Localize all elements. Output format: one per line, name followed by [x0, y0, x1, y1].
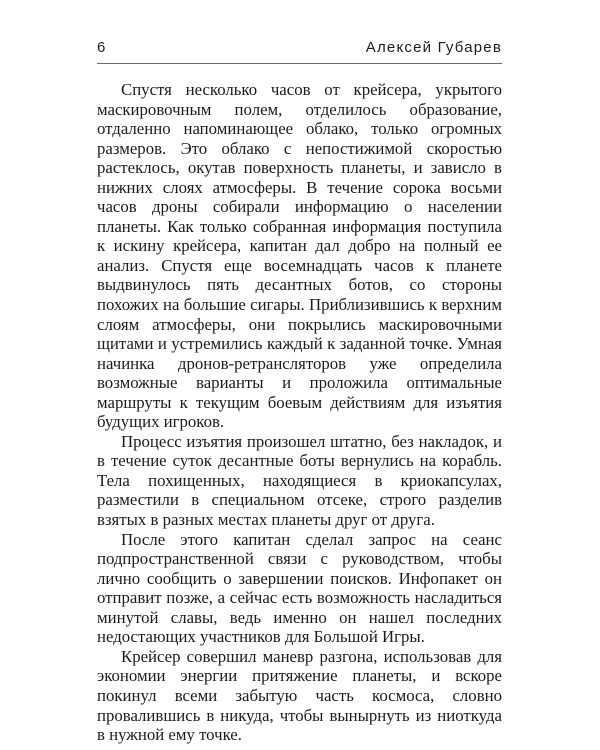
header-rule [97, 63, 502, 64]
paragraph: Процесс изъятия произошел штатно, без накладок, и в течение суток десантные боты вернулись на корабль. Тела похищенных, находящиеся в криокапсулах, разместили в специальном отсеке, строго разделив взятых в разных местах планеты друг от друга. [97, 431, 502, 530]
paragraph: После этого капитан сделал запрос на сеанс подпространственной связи с руководством, чтобы лично сообщить о завершении поисков. Инфопакет он отправит позже, а сейчас есть возможность насладиться минутой славы, ведь именно он нашел последних недостающих участников для Большой Игры. [97, 529, 502, 647]
page-number: 6 [97, 39, 106, 56]
page-header [97, 39, 502, 59]
body-text [97, 80, 502, 745]
running-head-author: Алексей Губарев [365, 39, 502, 56]
paragraph: Крейсер совершил маневр разгона, использовав для экономии энергии притяжение планеты, и вскоре покинул всеми забытую часть космоса, словно провалившись в никуда, чтобы вынырнуть из ниоткуда в нужной ему точке. [97, 646, 502, 745]
paragraph: Спустя несколько часов от крейсера, укрытого маскировочным полем, отделилось образование, отдаленно напоминающее облако, только огромных размеров. Это облако с непостижимой скоростью растеклось, окутав поверхность планеты, и зависло в нижних слоях атмосферы. В течение сорока восьми часов дроны собирали информацию о населении планеты. Как только собранная информация поступила к искину крейсера, капитан дал добро на полный ее анализ. Спустя еще восемнадцать часов к планете выдвинулось пять десантных ботов, со стороны похожих на большие сигары. Приблизившись к верхним слоям атмосферы, они покрылись маскировочными щитами и устремились каждый к заданной точке. Умная начинка дронов-ретрансляторов уже определила возможные варианты и проложила оптимальные маршруты к текущим боевым действиям для изъятия будущих игроков. [97, 80, 502, 432]
